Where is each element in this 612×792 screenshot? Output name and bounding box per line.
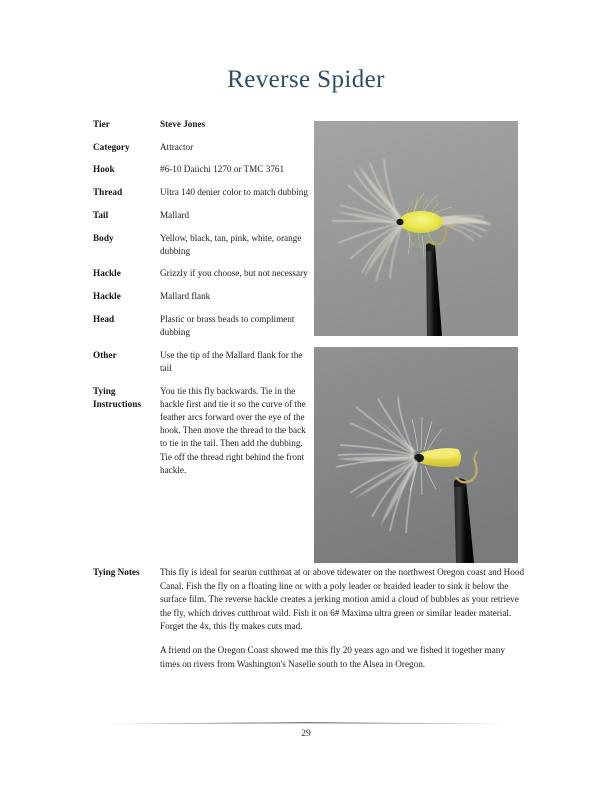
spec-row-value: You tie this fly backwards. Tie in the hackle first and tie it so the curve of the feather arcs forward over the eye of the hook. Then move the thread to the back to tie in the tail. Then add the dubbing. Tie off the thread right behind the front hackle.	[160, 385, 306, 475]
spec-row-label: Thread	[93, 187, 123, 198]
spec-row-value: Ultra 140 denier color to match dubbing	[160, 187, 308, 198]
page-number: 29	[301, 729, 311, 739]
spec-row-value: #6-10 Daiichi 1270 or TMC 3761	[160, 164, 285, 175]
spec-row	[93, 290, 308, 303]
spec-row	[93, 313, 308, 339]
spec-row-label: Other	[93, 349, 117, 360]
fly-photo-top-image	[314, 121, 518, 336]
spec-row-label: Body	[93, 232, 114, 243]
spec-row	[93, 385, 308, 477]
spec-row-label: Hook	[93, 164, 115, 175]
spec-row-label: Tier	[93, 119, 110, 129]
tying-notes-paragraph: A friend on the Oregon Coast showed me this fly 20 years ago and we fished it together many times on rivers from Washington's Naselle south to the Alsea in Oregon.	[160, 644, 505, 669]
tying-notes-paragraph: This fly is ideal for searun cutthroat at or above tidewater on the northwest Oregon coast and Hood Canal. Fish the fly on a floating line or with a poly leader or braided leader to sink it below the surface film. The reverse hackle creates a jerking motion amid a cloud of bubbles as your retrieve the fly, which drives cutthroat wild. Fish it on 6# Maxima ultra green or similar leader material. Forget the 4x, this fly makes cuts mad.	[160, 567, 525, 632]
spec-row-value: Use the tip of the Mallard flank for the tail	[160, 349, 303, 373]
spec-row	[93, 267, 308, 280]
spec-row	[93, 118, 308, 131]
tying-notes-label: Tying Notes	[93, 567, 140, 577]
reverse-spider-fly-photo-top	[314, 121, 518, 336]
spec-row	[93, 141, 308, 154]
spec-row	[93, 209, 308, 222]
spec-row-value: Grizzly if you choose, but not necessary	[160, 268, 308, 279]
spec-row-value: Mallard flank	[160, 291, 211, 302]
spec-row-value: Attractor	[160, 141, 194, 152]
spec-row-label: Hackle	[93, 291, 121, 302]
fly-photo-bottom-image	[314, 347, 518, 563]
spec-row	[93, 232, 308, 258]
page-title: Reverse Spider	[227, 66, 385, 93]
spec-row-value: Yellow, black, tan, pink, white, orange dubbing	[160, 232, 302, 256]
tying-notes-section	[93, 566, 525, 671]
spec-row-label: Head	[93, 313, 115, 324]
spec-row-label: Tying Instructions	[93, 385, 142, 409]
spec-row-value: Mallard	[160, 209, 190, 220]
footer-divider	[106, 722, 506, 725]
spec-row	[93, 349, 308, 375]
spec-row-label: Category	[93, 141, 130, 152]
reverse-spider-fly-photo-bottom	[314, 347, 518, 563]
fly-spec-table	[93, 118, 308, 487]
spec-row-label: Tail	[93, 209, 109, 220]
spec-row-value: Plastic or brass beads to compliment dubbing	[160, 313, 295, 338]
spec-row-label: Hackle	[93, 268, 121, 279]
tying-notes-body	[160, 566, 525, 671]
spec-row-value: Steve Jones	[160, 119, 206, 129]
spec-row	[93, 186, 308, 199]
spec-row	[93, 163, 308, 176]
